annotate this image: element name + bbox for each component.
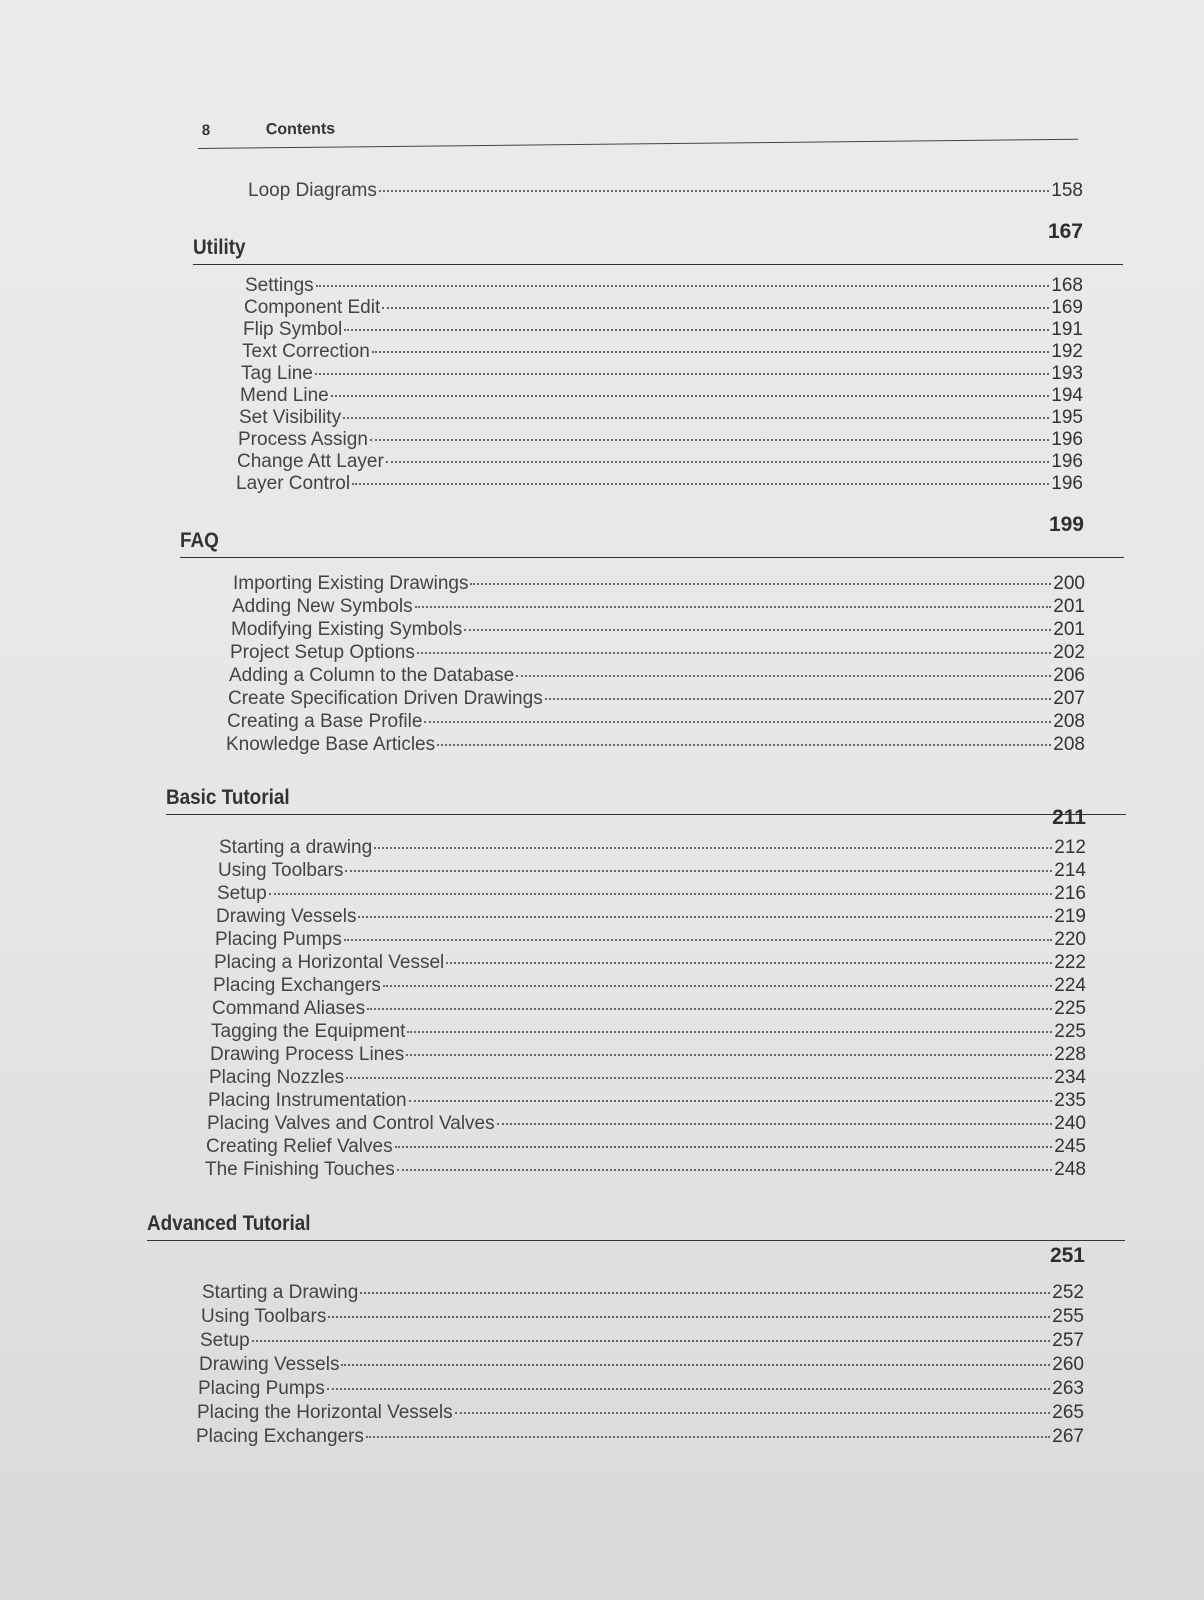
toc-entry-label: Placing Instrumentation	[208, 1090, 407, 1111]
toc-entry-label: Creating Relief Valves	[206, 1136, 393, 1157]
leader-dots	[331, 395, 1050, 397]
toc-entry-label: Tag Line	[241, 363, 313, 384]
toc-entry[interactable]	[200, 1330, 1084, 1352]
toc-entry[interactable]	[215, 929, 1086, 951]
toc-entry-label: Component Edit	[244, 297, 381, 318]
toc-entry-page: 220	[1054, 929, 1086, 950]
toc-entry[interactable]	[210, 1044, 1086, 1066]
leader-dots	[470, 583, 1051, 585]
leader-dots	[545, 698, 1052, 700]
toc-entry-label: Project Setup Options	[230, 642, 415, 663]
toc-entry-label: Placing Pumps	[198, 1378, 325, 1399]
section-heading-utility[interactable]	[193, 220, 1123, 265]
leader-dots	[344, 939, 1053, 941]
toc-entry-label: Setup	[217, 883, 267, 904]
toc-entry-page: 216	[1054, 883, 1086, 904]
leader-dots	[358, 916, 1052, 918]
section-title: Advanced Tutorial	[147, 1212, 311, 1235]
toc-entry-label: Text Correction	[242, 341, 370, 362]
section-title: FAQ	[180, 529, 219, 552]
toc-entry-label: Drawing Process Lines	[210, 1044, 405, 1065]
toc-entry-label: Set Visibility	[239, 407, 342, 428]
toc-entry-page: 267	[1052, 1426, 1084, 1447]
leader-dots	[455, 1412, 1051, 1414]
toc-entry[interactable]	[206, 1136, 1086, 1158]
leader-dots	[382, 307, 1049, 309]
toc-entry[interactable]	[198, 1378, 1084, 1400]
toc-entry-label: Using Toolbars	[218, 860, 344, 881]
section-page: 251	[1049, 1244, 1085, 1267]
toc-entry[interactable]	[202, 1282, 1084, 1304]
toc-entry-page: 192	[1051, 341, 1083, 362]
section-page: 199	[1048, 513, 1084, 536]
toc-entry-page: 200	[1053, 573, 1085, 594]
leader-dots	[395, 1146, 1053, 1148]
leader-dots	[446, 962, 1052, 964]
leader-dots	[406, 1054, 1052, 1056]
toc-entry-page: 245	[1054, 1136, 1086, 1157]
toc-entry-label: Creating a Base Profile	[227, 711, 423, 732]
toc-entry-page: 234	[1054, 1067, 1086, 1088]
toc-entry-page: 260	[1052, 1354, 1084, 1375]
page-number: 8	[201, 121, 211, 139]
toc-entry-label: The Finishing Touches	[205, 1159, 395, 1180]
toc-entry-page: 169	[1051, 297, 1083, 318]
running-title: Contents	[265, 120, 336, 139]
leader-dots	[316, 285, 1050, 287]
toc-entry-page: 195	[1051, 407, 1083, 428]
toc-entry[interactable]	[231, 619, 1085, 641]
toc-entry-label: Change Att Layer	[237, 451, 384, 472]
toc-entry[interactable]	[213, 975, 1086, 997]
toc-entry[interactable]	[242, 341, 1083, 363]
toc-entry-page: 208	[1053, 734, 1085, 755]
toc-entry[interactable]	[199, 1354, 1084, 1376]
toc-entry-page: 202	[1053, 642, 1085, 663]
leader-dots	[345, 870, 1052, 872]
toc-entry[interactable]	[243, 319, 1083, 341]
toc-entry-label: Knowledge Base Articles	[226, 734, 436, 755]
leader-dots	[409, 1100, 1053, 1102]
toc-entry-page: 252	[1052, 1282, 1084, 1303]
toc-entry[interactable]	[211, 1021, 1086, 1043]
toc-entry-page: 191	[1051, 319, 1083, 340]
toc-entry[interactable]	[239, 407, 1083, 429]
toc-entry-label: Drawing Vessels	[216, 906, 357, 927]
toc-entry-page: 168	[1051, 275, 1083, 296]
toc-entry-label: Drawing Vessels	[199, 1354, 340, 1375]
toc-entry[interactable]	[219, 837, 1086, 859]
toc-entry-label: Importing Existing Drawings	[233, 573, 469, 594]
toc-entry-page: 201	[1053, 619, 1085, 640]
toc-entry[interactable]	[226, 734, 1085, 756]
toc-entry-label: Placing Nozzles	[209, 1067, 345, 1088]
toc-entry[interactable]	[205, 1159, 1086, 1181]
toc-entry[interactable]	[207, 1113, 1086, 1135]
leader-dots	[383, 985, 1052, 987]
toc-entry-label: Placing Exchangers	[213, 975, 381, 996]
toc-entry[interactable]	[212, 998, 1086, 1020]
toc-entry[interactable]	[218, 860, 1086, 882]
toc-entry-page: 196	[1051, 451, 1083, 472]
toc-entry-label: Starting a drawing	[219, 837, 373, 858]
leader-dots	[370, 439, 1049, 441]
toc-entry-page: 248	[1054, 1159, 1086, 1180]
toc-entry-label: Placing a Horizontal Vessel	[214, 952, 445, 973]
leader-dots	[366, 1436, 1050, 1438]
leader-dots	[372, 351, 1050, 353]
leader-dots	[341, 1364, 1050, 1366]
section-page: 167	[1047, 220, 1083, 243]
toc-entry-page: 193	[1051, 363, 1083, 384]
toc-entry-page: 196	[1051, 429, 1083, 450]
toc-entry-label: Layer Control	[236, 473, 351, 494]
toc-entry-page: 255	[1052, 1306, 1084, 1327]
toc-entry-page: 222	[1054, 952, 1086, 973]
toc-entry[interactable]	[197, 1402, 1084, 1424]
toc-entry[interactable]	[244, 297, 1083, 319]
toc-entry-page: 224	[1054, 975, 1086, 996]
leader-dots	[328, 1316, 1050, 1318]
leader-dots	[516, 675, 1051, 677]
leader-dots	[343, 417, 1049, 419]
toc-entry-page: 158	[1051, 180, 1083, 201]
toc-entry-label: Placing Pumps	[215, 929, 342, 950]
leader-dots	[360, 1292, 1050, 1294]
toc-entry-label: Command Aliases	[212, 998, 366, 1019]
toc-entry[interactable]	[229, 665, 1085, 687]
toc-entry-label: Modifying Existing Symbols	[231, 619, 463, 640]
leader-dots	[379, 190, 1049, 192]
toc-entry[interactable]	[228, 688, 1085, 710]
leader-dots	[437, 744, 1051, 746]
leader-dots	[327, 1388, 1051, 1390]
toc-entry[interactable]	[227, 711, 1085, 733]
toc-entry[interactable]	[241, 363, 1083, 385]
toc-entry-label: Using Toolbars	[201, 1306, 327, 1327]
leader-dots	[344, 329, 1049, 331]
toc-entry-page: 207	[1053, 688, 1085, 709]
section-title: Basic Tutorial	[166, 786, 290, 809]
leader-dots	[497, 1123, 1053, 1125]
section-heading-faq[interactable]	[180, 513, 1124, 558]
toc-entry[interactable]	[214, 952, 1086, 974]
section-heading-advanced-tutorial[interactable]	[147, 1206, 1125, 1267]
toc-entry[interactable]	[196, 1426, 1084, 1448]
leader-dots	[386, 461, 1049, 463]
toc-entry-page: 201	[1053, 596, 1085, 617]
section-heading-basic-tutorial[interactable]	[166, 780, 1126, 829]
toc-entry[interactable]	[237, 451, 1083, 473]
toc-entry-page: 194	[1051, 385, 1083, 406]
leader-dots	[417, 652, 1051, 654]
toc-entry-label: Placing Exchangers	[196, 1426, 364, 1447]
toc-entry-page: 257	[1052, 1330, 1084, 1351]
section-page: 211	[1052, 806, 1086, 829]
leader-dots	[374, 847, 1052, 849]
toc-entry-page: 206	[1053, 665, 1085, 686]
toc-entry-page: 225	[1054, 998, 1086, 1019]
toc-entry-label: Settings	[245, 275, 314, 296]
toc-entry[interactable]	[232, 596, 1085, 618]
leader-dots	[464, 629, 1051, 631]
toc-entry-label: Mend Line	[240, 385, 329, 406]
toc-entry-page: 225	[1054, 1021, 1086, 1042]
toc-entry-label: Process Assign	[238, 429, 368, 450]
toc-entry[interactable]	[240, 385, 1083, 407]
toc-entry-page: 214	[1054, 860, 1086, 881]
leader-dots	[415, 606, 1052, 608]
toc-entry-page: 265	[1052, 1402, 1084, 1423]
leader-dots	[352, 483, 1049, 485]
toc-entry-label: Placing the Horizontal Vessels	[197, 1402, 453, 1423]
toc-entry-label: Flip Symbol	[243, 319, 343, 340]
toc-entry-label: Placing Valves and Control Valves	[207, 1113, 495, 1134]
leader-dots	[367, 1008, 1052, 1010]
toc-entry-label: Tagging the Equipment	[211, 1021, 406, 1042]
toc-entry[interactable]	[209, 1067, 1086, 1089]
toc-entry[interactable]	[248, 180, 1083, 202]
section-title: Utility	[193, 236, 246, 259]
toc-entry-page: 240	[1054, 1113, 1086, 1134]
leader-dots	[252, 1340, 1051, 1342]
toc-entry[interactable]	[201, 1306, 1084, 1328]
toc-entry-page: 196	[1051, 473, 1083, 494]
toc-entry-page: 263	[1052, 1378, 1084, 1399]
toc-entry[interactable]	[216, 906, 1086, 928]
leader-dots	[269, 893, 1053, 895]
toc-entry[interactable]	[217, 883, 1086, 905]
toc-entry[interactable]	[236, 473, 1083, 495]
toc-entry-page: 208	[1053, 711, 1085, 732]
leader-dots	[424, 721, 1051, 723]
toc-entry-label: Adding New Symbols	[232, 596, 413, 617]
toc-entry-page: 212	[1054, 837, 1086, 858]
toc-entry[interactable]	[238, 429, 1083, 451]
toc-entry-label: Adding a Column to the Database	[229, 665, 515, 686]
toc-entry[interactable]	[245, 275, 1083, 297]
toc-entry-label: Loop Diagrams	[248, 180, 377, 201]
toc-entry-label: Create Specification Driven Drawings	[228, 688, 543, 709]
toc-entry-page: 219	[1054, 906, 1086, 927]
toc-entry-label: Setup	[200, 1330, 250, 1351]
toc-entry-page: 228	[1054, 1044, 1086, 1065]
leader-dots	[346, 1077, 1052, 1079]
leader-dots	[397, 1169, 1053, 1171]
toc-entry[interactable]	[233, 573, 1085, 595]
leader-dots	[315, 373, 1049, 375]
toc-entry-page: 235	[1054, 1090, 1086, 1111]
toc-entry[interactable]	[230, 642, 1085, 664]
toc-entry[interactable]	[208, 1090, 1086, 1112]
toc-entry-label: Starting a Drawing	[202, 1282, 359, 1303]
leader-dots	[407, 1031, 1052, 1033]
